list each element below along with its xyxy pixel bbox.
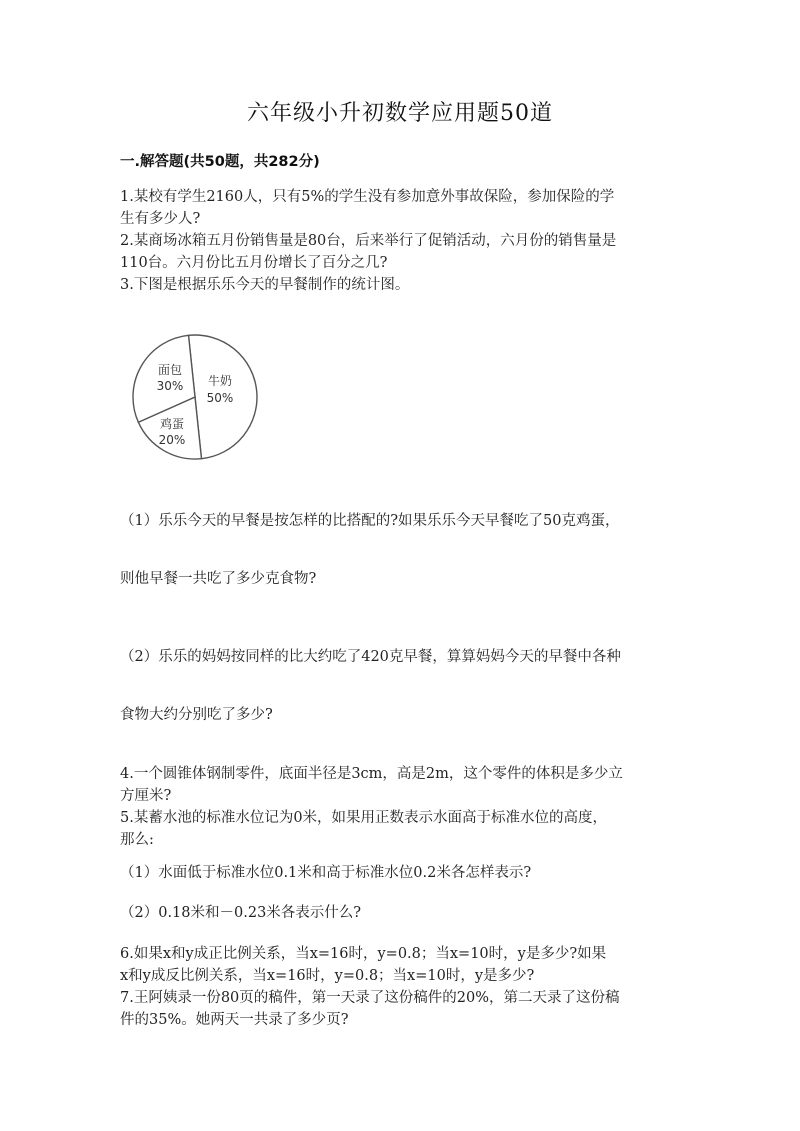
question-3-part-2-line-2: 食物大约分别吃了多少?	[120, 707, 273, 723]
pie-label-bread-name: 面包	[157, 363, 183, 377]
pie-label-egg-percent: 20%	[158, 433, 186, 447]
question-1-line-2: 生有多少人?	[120, 211, 201, 227]
question-7-line-2: 件的35%。她两天一共录了多少页?	[120, 1012, 349, 1028]
pie-label-bread-percent: 30%	[156, 379, 184, 393]
page-title: 六年级小升初数学应用题50道	[247, 101, 553, 126]
question-5-line-1: 5.某蓄水池的标准水位记为0米，如果用正数表示水面高于标准水位的高度，	[120, 810, 608, 826]
question-6-line-1: 6.如果x和y成正比例关系，当x=16时，y=0.8；当x=10时，y是多少?如果	[120, 946, 607, 962]
pie-slices	[133, 335, 257, 459]
question-3-part-1-line-1: （1）乐乐今天的早餐是按怎样的比搭配的?如果乐乐今天早餐吃了50克鸡蛋，	[120, 513, 620, 529]
question-4-line-1: 4.一个圆锥体钢制零件，底面半径是3cm，高是2m，这个零件的体积是多少立	[120, 766, 623, 782]
pie-label-milk-name: 牛奶	[207, 374, 233, 388]
pie-label-milk-percent: 50%	[206, 391, 234, 405]
question-2-line-2: 110台。六月份比五月份增长了百分之几?	[120, 255, 388, 271]
question-6-line-2: x和y成反比例关系，当x=16时，y=0.8；当x=10时，y是多少?	[120, 968, 535, 984]
question-3-part-2-line-1: （2）乐乐的妈妈按同样的比大约吃了420克早餐，算算妈妈今天的早餐中各种	[120, 649, 621, 665]
question-2-line-1: 2.某商场冰箱五月份销售量是80台，后来举行了促销活动，六月份的销售量是	[120, 233, 617, 249]
question-4-line-2: 方厘米?	[120, 788, 172, 804]
question-1-line-1: 1.某校有学生2160人，只有5%的学生没有参加意外事故保险，参加保险的学	[120, 189, 615, 205]
question-3-part-1-line-2: 则他早餐一共吃了多少克食物?	[120, 571, 317, 587]
question-5-part-1: （1）水面低于标准水位0.1米和高于标准水位0.2米各怎样表示?	[120, 865, 532, 881]
question-5-line-2: 那么:	[120, 832, 154, 848]
breakfast-pie-chart	[128, 330, 268, 465]
pie-label-egg-name: 鸡蛋	[159, 417, 185, 431]
question-3-intro: 3.下图是根据乐乐今天的早餐制作的统计图。	[120, 277, 410, 293]
section-heading: 一.解答题(共50题，共282分)	[120, 154, 320, 170]
question-7-line-1: 7.王阿姨录一份80页的稿件，第一天录了这份稿件的20%，第二天录了这份稿	[120, 990, 620, 1006]
question-5-part-2: （2）0.18米和－0.23米各表示什么?	[120, 905, 362, 921]
